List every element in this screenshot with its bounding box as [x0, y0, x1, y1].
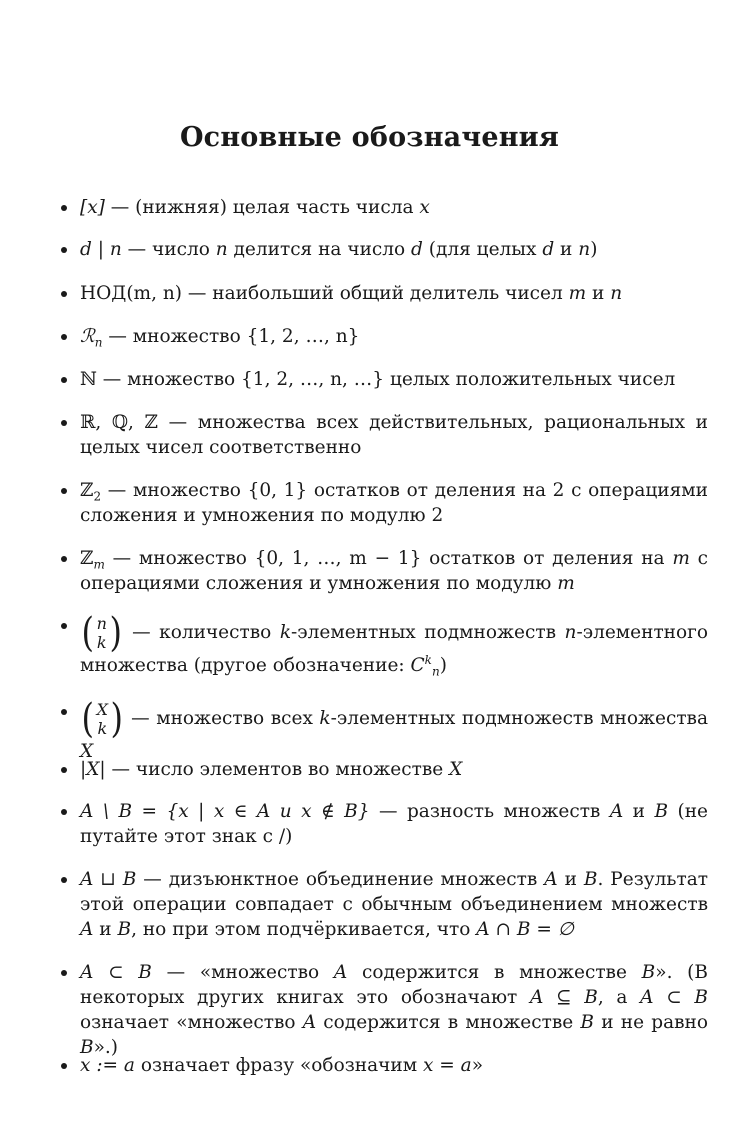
list-item: НОД(m, n) — наибольший общий делитель чисел m и n — [80, 281, 708, 306]
notation-description: — множество {1, 2, …, n} — [102, 326, 360, 347]
notation-description: — наибольший общий делитель чисел — [182, 283, 569, 304]
binomial-symbol: ( X k ) — [81, 696, 124, 742]
binomial-symbol: ( n k ) — [81, 610, 122, 656]
list-item: d | n — число n делится на число d (для целых d и n) — [80, 237, 708, 262]
list-item — [80, 367, 708, 392]
notation-description: означает фразу «обозначим — [134, 1055, 423, 1076]
notation-description: — разность множеств — [369, 801, 610, 822]
notation-symbol: ℕ — [80, 369, 97, 390]
notation-description: — количество — [123, 622, 280, 643]
notation-description: — множества всех действительных, рациональных и целых чисел соответственно — [80, 412, 708, 458]
list-item: ℛ$_n$ — множество {1, 2, …, n} — [80, 324, 708, 349]
notation-description: — число — [121, 239, 216, 260]
notation-description: — (нижняя) целая часть числа — [104, 197, 420, 218]
notation-description: — дизъюнктное объединение множеств — [136, 869, 545, 890]
notation-symbol: A \ B = {x | x ∈ A и x ∉ B} — [80, 801, 370, 822]
notation-description: — множество {0, 1} остатков от деления на 2 с операциями сложения и умножения по модулю 2 — [80, 480, 708, 526]
list-item: A \ B = {x | x ∈ A и x ∉ B} — разность множеств A и B (не путайте этот знак с /) — [80, 801, 709, 847]
notation-description: — число элементов во множестве — [105, 759, 450, 780]
notation-symbol: ℤ — [80, 480, 94, 501]
notation-description: — множество всех — [124, 708, 320, 729]
notation-description: — «множество — [151, 962, 334, 983]
notation-symbol: НОД(m, n) — [80, 283, 182, 304]
list-item: [x] — (нижняя) целая часть числа x — [80, 195, 708, 220]
list-item: ℤ$_2$ — множество {0, 1} остатков от деления на 2 с операциями сложения и умножения по модулю 2 — [80, 480, 708, 526]
notation-description: — множество {0, 1, …, m − 1} остатков от деления на — [104, 548, 673, 569]
notation-symbol: A ⊂ B — [80, 962, 152, 983]
combination-symbol: $C^k_n$ — [410, 652, 440, 679]
list-item: x := a означает фразу «обозначим x = a» — [80, 1053, 708, 1078]
notation-symbol: |X| — [80, 759, 106, 780]
list-item: ( n k ) — количество k-элементных подмножеств n-элементного множества (другое обозначение: $C^k_n$) — [80, 610, 708, 679]
list-item: ℤ$_m$ — множество {0, 1, …, m − 1} остатков от деления на m с операциями сложения и умножения по модулю m — [80, 548, 708, 594]
list-item: A ⊂ B — «множество A содержится в множестве B». (В некоторых других книгах это обозначают A ⊆ B, а A ⊂ B означает «множество A содержится в множестве B и не равно B».) — [80, 962, 709, 1058]
notation-description: — множество {1, 2, …, n, …} целых положительных чисел — [96, 369, 676, 390]
notation-symbol: x := a — [80, 1055, 135, 1076]
list-item: |X| — число элементов во множестве X — [80, 757, 708, 782]
notation-symbol: [x] — [80, 197, 105, 218]
notation-symbol: A ⊔ B — [80, 869, 137, 890]
notation-symbol: d | n — [80, 239, 122, 260]
notation-symbol: ℛ — [80, 326, 95, 347]
list-item: ( X k ) — множество всех k-элементных подмножеств множества X — [80, 696, 708, 762]
list-item — [80, 410, 708, 460]
list-item: A ⊔ B — дизъюнктное объединение множеств A и B. Результат этой операции совпадает с обычным объединением множеств A и B, но при этом подчёркивается, что A ∩ B = ∅ — [80, 869, 709, 940]
page-title: Основные обозначения — [179, 122, 560, 153]
notation-symbol: ℤ — [80, 548, 94, 569]
notation-symbol: ℝ, ℚ, ℤ — [80, 412, 159, 433]
